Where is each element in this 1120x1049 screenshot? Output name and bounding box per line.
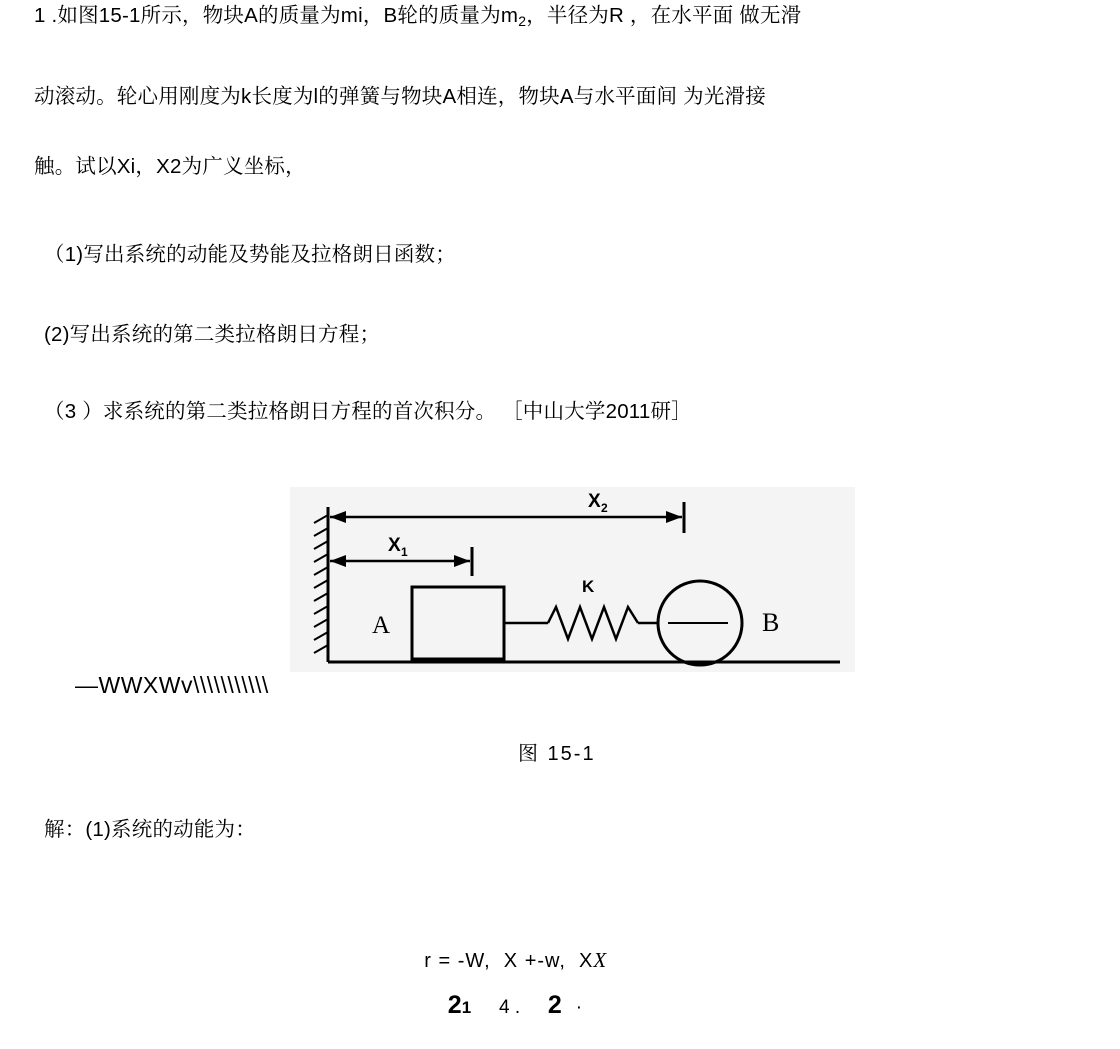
figure-label-b: B <box>762 608 780 637</box>
formula-line-2-p1: 1 <box>461 998 472 1017</box>
formula-line-2 <box>420 962 582 1049</box>
formula-line-2-p3: 2 <box>547 991 562 1019</box>
problem-line-1-text: 1 .如图15-1所示，物块A的质量为mi，B轮的质量为m <box>34 4 519 27</box>
figure-label-a: A <box>372 612 391 639</box>
figure-caption: 图 15-1 <box>518 743 596 765</box>
figure-drawing <box>270 487 870 717</box>
svg-text:1: 1 <box>401 545 408 559</box>
problem-item-3: （3 ）求系统的第二类拉格朗日方程的首次积分。 ［中山大学2011研］ <box>44 400 692 423</box>
problem-line-1 <box>34 6 801 28</box>
figure-15-1 <box>270 487 870 777</box>
problem-item-1: （1)写出系统的动能及势能及拉格朗日函数； <box>44 243 456 266</box>
figure-label-x2: X <box>588 491 601 512</box>
svg-text:2: 2 <box>601 501 608 515</box>
formula-line-2-p4: · <box>575 997 583 1018</box>
figure-label-x1: X <box>388 535 401 556</box>
problem-line-3: 触。试以Xi，X2为广义坐标， <box>34 155 306 178</box>
formula-line-1-text: r = -W, X +-w, X <box>424 950 594 972</box>
problem-line-1-subscript: 2 <box>518 13 527 29</box>
solution-line: 解：(1)系统的动能为： <box>44 818 256 841</box>
formula-line-2-p2: 4 . <box>498 997 521 1018</box>
formula-line-1-italic: X <box>593 948 608 972</box>
problem-line-2: 动滚动。轮心用刚度为k长度为l的弹簧与物块A相连，物块A与水平面间 为光滑接 <box>34 85 766 108</box>
formula-line-2-p0: 2 <box>447 991 462 1019</box>
figure-label-k: K <box>582 577 595 596</box>
problem-line-1-tail: ，半径为R ，在水平面 做无滑 <box>526 4 802 27</box>
figure-hatching-artifact: —WWXWv\\\\\\\\\\\ <box>75 672 269 698</box>
problem-item-2: (2)写出系统的第二类拉格朗日方程； <box>44 323 381 346</box>
